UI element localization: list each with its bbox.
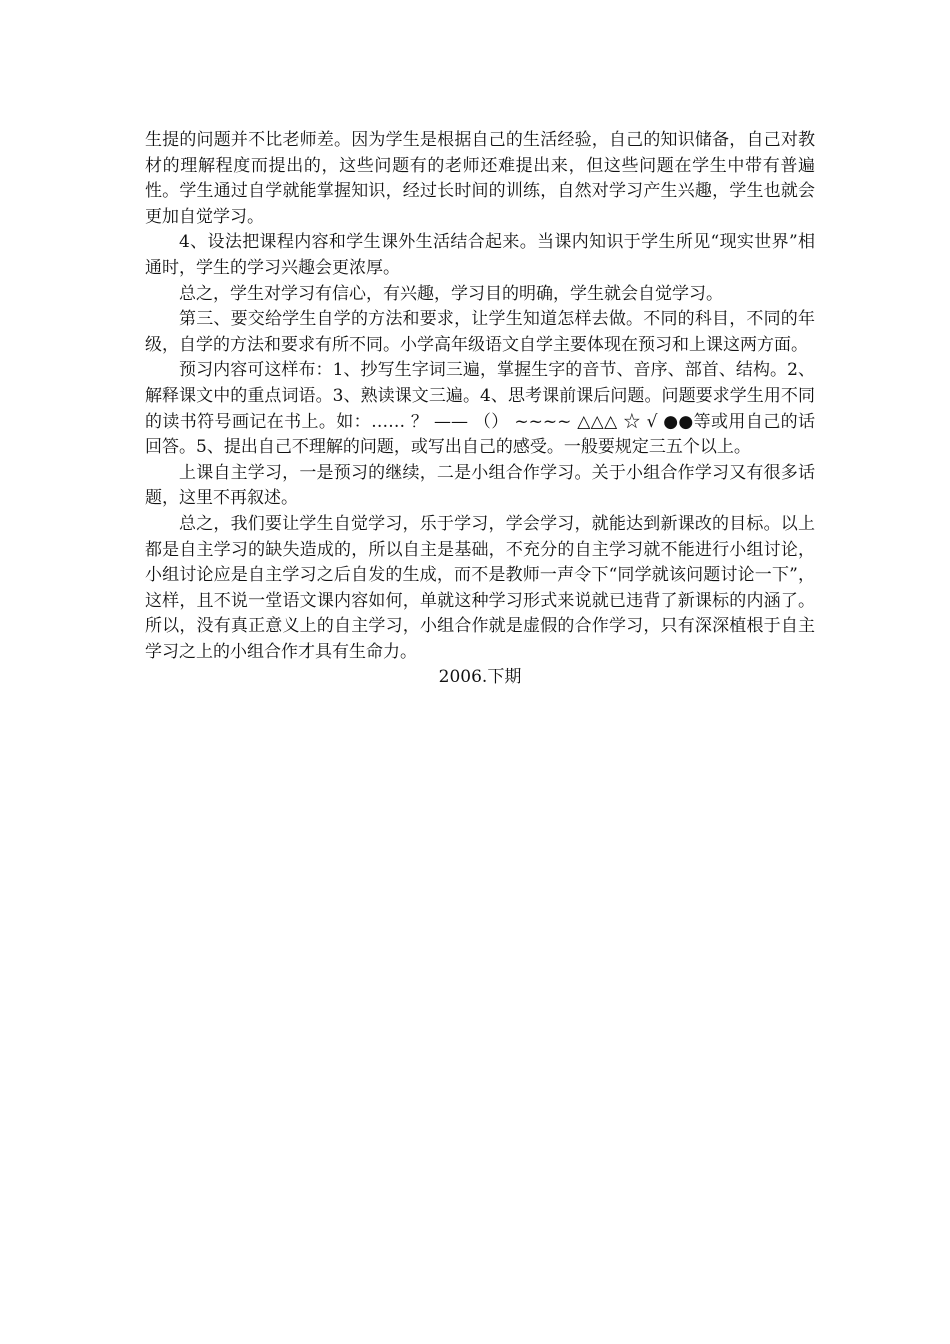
paragraph-conclusion: 总之，我们要让学生自觉学习，乐于学习，学会学习，就能达到新课改的目标。以上都是自主学习的缺失造成的，所以自主是基础，不充分的自主学习就不能进行小组讨论，小组讨论应是自主学习之后自发的生成，而不是教师一声令下“同学就该问题讨论一下”，这样，且不说一堂语文课内容如何，单就这种学习形式来说就已违背了新课标的内涵了。所以，没有真正意义上的自主学习，小组合作就是虚假的合作学习，只有深深植根于自主学习之上的小组合作才具有生命力。 bbox=[145, 513, 815, 662]
document-body bbox=[145, 128, 815, 691]
paragraph-preview-content: 预习内容可这样布：1、抄写生字词三遍，掌握生字的音节、音序、部首、结构。2、解释课文中的重点词语。3、熟读课文三遍。4、思考课前课后问题。问题要求学生用不同的读书符号画记在书上。如：…… ？ —— （） ~~~~ △△△ ☆ √ ●●等或用自己的话回答。5、提出自己不理解的问题，或写出自己的感受。一般要规定三五个以上。 bbox=[145, 360, 815, 458]
paragraph-point-4: 4、设法把课程内容和学生课外生活结合起来。当课内知识于学生所见“现实世界”相通时，学生的学习兴趣会更浓厚。 bbox=[145, 232, 815, 278]
date-signoff: 2006.下期 bbox=[438, 667, 522, 688]
paragraph-summary-1: 总之，学生对学习有信心，有兴趣，学习目的明确，学生就会自觉学习。 bbox=[179, 283, 723, 304]
paragraph-continuation: 生提的问题并不比老师差。因为学生是根据自己的生活经验，自己的知识储备，自己对教材的理解程度而提出的，这些问题有的老师还难提出来，但这些问题在学生中带有普遍性。学生通过自学就能掌握知识，经过长时间的训练，自然对学习产生兴趣，学生也就会更加自觉学习。 bbox=[145, 130, 815, 227]
paragraph-class-learning: 上课自主学习，一是预习的继续，二是小组合作学习。关于小组合作学习又有很多话题，这里不再叙述。 bbox=[145, 462, 815, 509]
paragraph-third-method: 第三、要交给学生自学的方法和要求，让学生知道怎样去做。不同的科目，不同的年级，自学的方法和要求有所不同。小学高年级语文自学主要体现在预习和上课这两方面。 bbox=[145, 309, 815, 355]
